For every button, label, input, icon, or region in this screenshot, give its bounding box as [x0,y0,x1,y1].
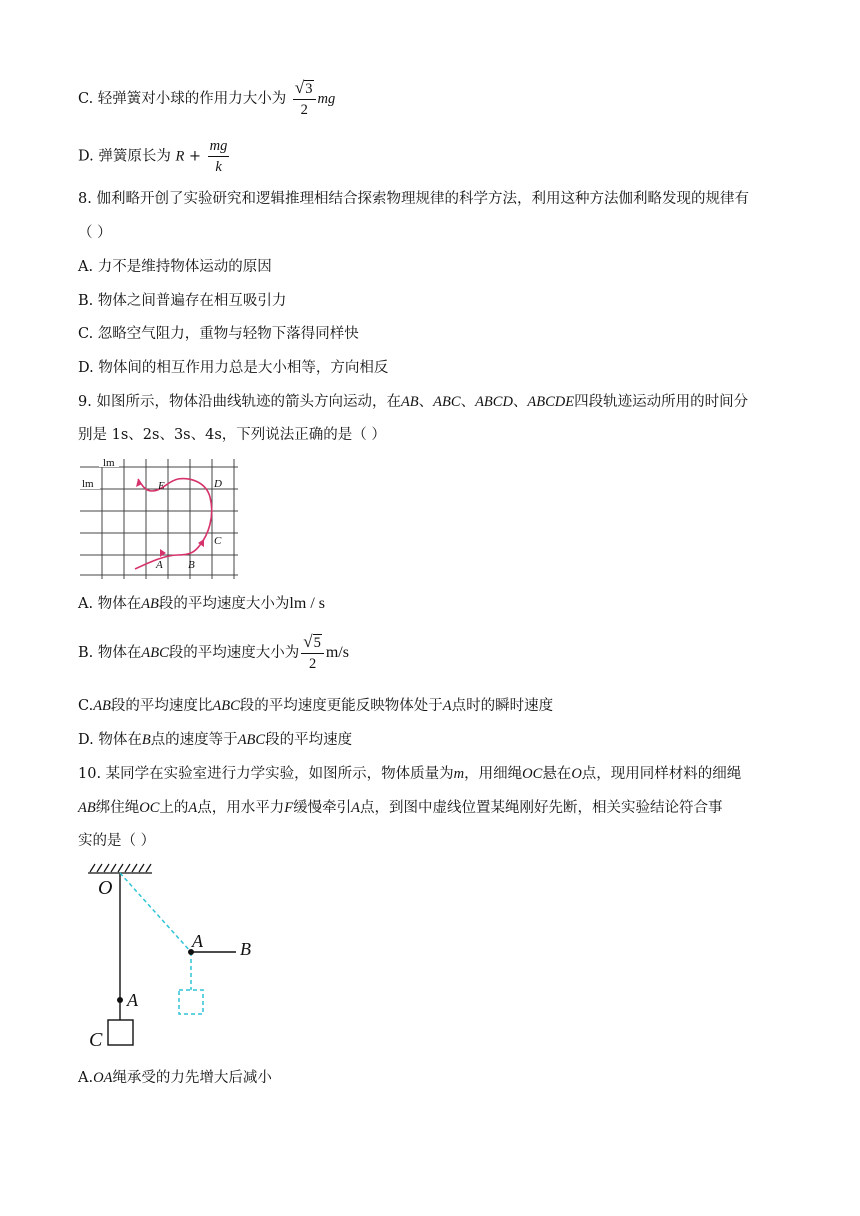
q7-option-d-text: D. 弹簧原长为 [78,148,171,165]
mg-over-k-fraction: $\frac{mg}{k}$ [209,138,228,175]
q8-option-c: C. 忽略空气阻力，重物与轻物下落得同样快 [78,326,359,342]
q7-option-c [78,78,335,120]
knot-a [117,997,123,1003]
q9-option-a: A. 物体在AB段的平均速度大小为lm / s [78,595,325,612]
q7-option-c-text: C. 轻弹簧对小球的作用力大小为 [78,91,287,107]
point-b-label: B [188,559,195,571]
q8-stem-line1: 8. 伽利略开创了实验研究和逻辑推理相结合探索物理规律的科学方法，利用这种方法伽利略发现的规律有 [78,191,749,207]
label-c: C [89,1029,103,1051]
label-1m-left: lm [82,478,94,490]
ceiling-hatch [88,864,152,873]
point-c-label: C [214,535,222,547]
dashed-mass-block [179,990,203,1014]
sqrt3-over-2-fraction: √ 3 2 [293,78,316,120]
label-b: B [240,939,251,959]
q8-option-a: A. 力不是维持物体运动的原因 [78,259,272,275]
q10-option-a: A.OA绳承受的力先增大后减小 [78,1070,272,1086]
q10-stem-line2: AB绑住绳OC上的A点，用水平力F缓慢牵引A点，到图中虚线位置某绳刚好先断，相关实验结论符合事 [78,800,723,816]
label-1m-top: lm [103,457,115,469]
q9-option-c: C.AB段的平均速度比ABC段的平均速度更能反映物体处于A点时的瞬时速度 [78,698,554,714]
q10-stem-line1: 10. 某同学在实验室进行力学实验，如图所示，物体质量为m，用细绳OC悬在O点，现用同样材料的细绳 [78,766,742,782]
point-a-label: A [156,559,163,571]
mg-symbol: mg [317,91,336,107]
mass-block [108,1020,133,1045]
plus-sign: + [188,148,202,165]
q9-option-d: D. 物体在B点的速度等于ABC段的平均速度 [78,732,353,748]
q10-rope-figure [80,860,280,1056]
q10-stem-line3: 实的是（ ） [78,833,156,849]
label-a-upper: A [192,931,203,951]
q8-option-d: D. 物体间的相互作用力总是大小相等，方向相反 [78,360,389,376]
sqrt5-over-2-fraction: √ 5 2 [301,632,324,674]
q8-option-b: B. 物体之间普遍存在相互吸引力 [78,293,287,309]
q7-option-d [78,136,231,177]
point-d-label: D [214,478,222,490]
r-symbol: R [175,148,185,165]
q9-stem-line1: 9. 如图所示，物体沿曲线轨迹的箭头方向运动，在AB、ABC、ABCD、ABCDE四段轨迹运动所用的时间分 [78,394,749,410]
q8-stem-line2: （ ） [78,225,112,241]
arrow-head-ab [160,549,166,557]
label-a-lower: A [127,990,138,1010]
q9-option-b: B. 物体在ABC段的平均速度大小为 √ 5 2 m/s [78,632,349,672]
q9-stem-line2: 别是 1s、2s、3s、4s，下列说法正确的是（ ） [78,427,386,443]
label-o: O [98,877,113,899]
dashed-rope-oa [120,873,191,952]
q9-trajectory-figure [80,457,240,579]
speed-value: lm / s [289,595,325,612]
point-e-label: E [158,480,165,492]
